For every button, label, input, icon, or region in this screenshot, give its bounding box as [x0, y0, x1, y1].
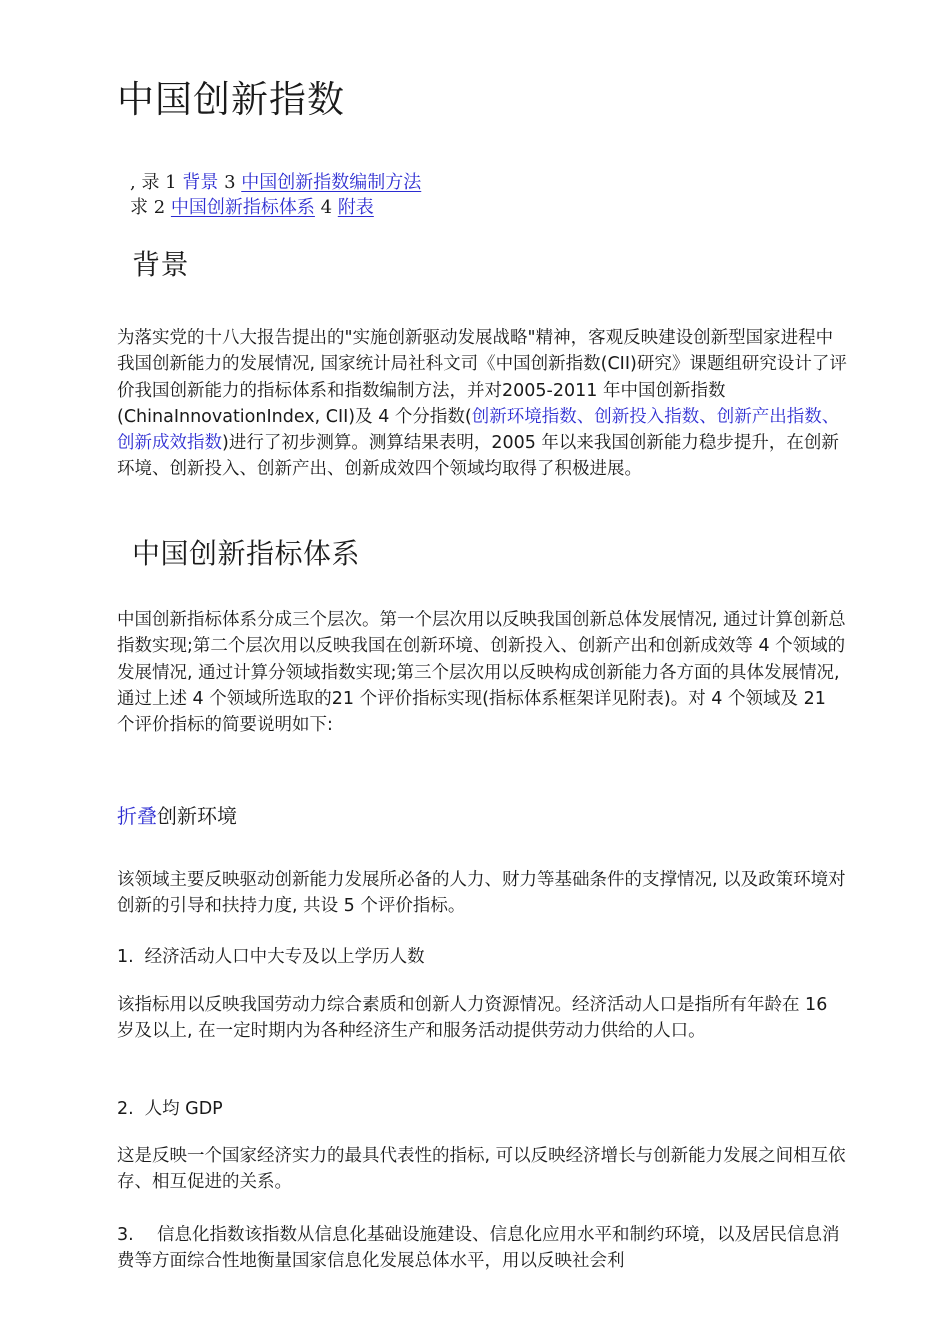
- background-text-end: )进行了初步测算。测算结果表明，2005 年以来我国创新能力稳步提升，在创新环境、创新投入、创新产出、创新成效四个领域均取得了积极进展。: [117, 433, 839, 480]
- indicator-item-3: [117, 1222, 847, 1275]
- indicator-number: 1.: [117, 947, 134, 967]
- toc-prefix-2: 求 2: [130, 197, 171, 218]
- environment-title: 创新环境: [157, 804, 237, 828]
- background-paragraph: [117, 325, 847, 483]
- indicator-desc-2: 这是反映一个国家经济实力的最具代表性的指标, 可以反映经济增长与创新能力发展之间相互依存、相互促进的关系。: [117, 1146, 846, 1193]
- environment-heading: [117, 802, 237, 830]
- indicator-item-1: [117, 945, 425, 969]
- toc-link-background[interactable]: 背景: [182, 172, 219, 193]
- section-heading-indicator-system: 中国创新指标体系: [132, 537, 361, 570]
- indicator-title: 经济活动人口中大专及以上学历人数: [144, 947, 425, 967]
- section-heading-background: 背景: [132, 248, 190, 281]
- toc-line-1: [130, 171, 421, 195]
- toc-link-method[interactable]: 中国创新指数编制方法: [241, 172, 422, 193]
- background-text-start: 为落实党的十八大报告提出的"实施创新驱动发展战略"精神，客观反映建设创新型国家进程中我国创新能力的发展情况, 国家统计局社科文司《中国创新指数(CII)研究》课题组研究设计了评价我国创新能力的指标体系和指数编制方法，并对2005-2011 年中国创新指数(ChinaInnovationIndex, CII)及 4 个分指数(: [117, 328, 847, 427]
- toc-link-indicator-system[interactable]: 中国创新指标体系: [170, 197, 315, 218]
- indicator-number: 3.: [117, 1225, 134, 1245]
- indicator-system-paragraph: 中国创新指标体系分成三个层次。第一个层次用以反映我国创新总体发展情况, 通过计算创新总指数实现;第二个层次用以反映我国在创新环境、创新投入、创新产出和创新成效等 4 个领域的发展情况, 通过计算分领域指数实现;第三个层次用以反映构成创新能力各方面的具体发展情况, 通过上述 4 个领域所选取的21 个评价指标实现(指标体系框架详见附表)。对 4 个领域及 21 个评价指标的简要说明如下:: [117, 610, 846, 736]
- indicator-item-2: [117, 1097, 223, 1121]
- toc-prefix-1: , 录 1: [130, 172, 183, 193]
- indicator-desc-3: 信息化指数该指数从信息化基础设施建设、信息化应用水平和制约环境，以及居民信息消费等方面综合性地衡量国家信息化发展总体水平，用以反映社会利: [117, 1225, 840, 1272]
- toc-line-2: [130, 196, 374, 220]
- sub-index-link[interactable]: 创新环境指数、创新投入指数、创新产出指数、创新成效指数: [117, 406, 840, 454]
- indicator-title: 人均 GDP: [144, 1099, 223, 1119]
- toc-number-3: 3: [218, 172, 242, 193]
- environment-intro: 该领域主要反映驱动创新能力发展所必备的人力、财力等基础条件的支撑情况, 以及政策环境对创新的引导和扶持力度, 共设 5 个评价指标。: [117, 870, 846, 917]
- indicator-desc-1: 该指标用以反映我国劳动力综合素质和创新人力资源情况。经济活动人口是指所有年龄在 16 岁及以上, 在一定时期内为各种经济生产和服务活动提供劳动力供给的人口。: [117, 995, 828, 1042]
- fold-toggle-link[interactable]: 折叠: [117, 804, 157, 828]
- indicator-number: 2.: [117, 1099, 134, 1119]
- toc-link-appendix[interactable]: 附表: [337, 197, 374, 218]
- toc-number-4: 4: [314, 197, 338, 218]
- page-title: 中国创新指数: [117, 78, 345, 121]
